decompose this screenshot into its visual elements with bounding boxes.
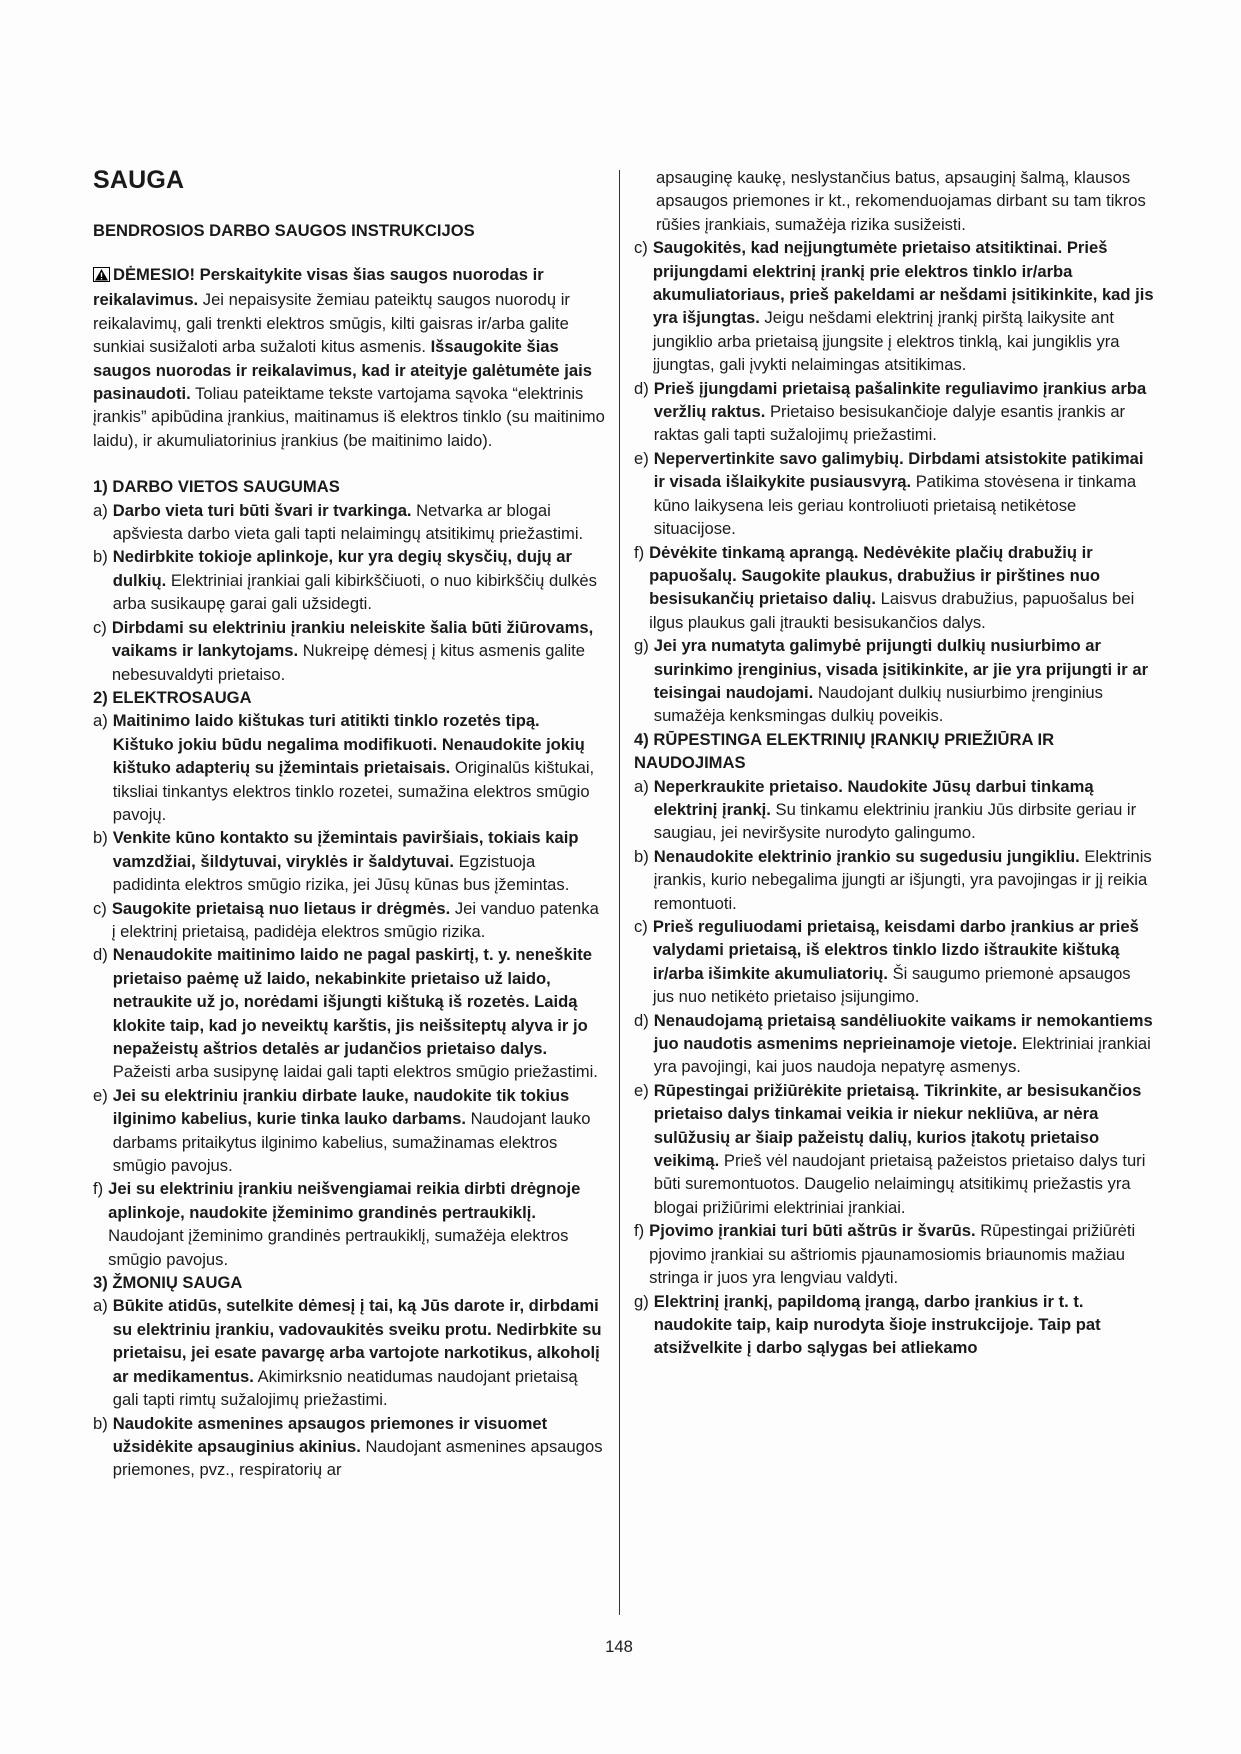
list-item-bold-text: Prieš reguliuodami prietaisą, keisdami darbo įrankius ar prieš valydami prietaisą, iš elektros tinklo lizdo ištraukite kištuką ir/arba išimkite akumuliatorių. bbox=[652, 917, 1139, 983]
list-item-label: a) bbox=[93, 1296, 108, 1316]
list-item-bold-text: Nenaudojamą prietaisą sandėliuokite vaikams ir nemokantiems juo naudotis asmenims neprieinamoje vietoje. bbox=[653, 1010, 1153, 1054]
intro-text-run: Toliau pateiktame tekste vartojama sąvoka “elektrinis įrankis” apibūdina įrankius, maitinamus iš elektros tinklo (su maitinimo laidu), ir akumuliatorinius įrankius (be maitinimo laido). bbox=[93, 384, 605, 450]
list-item-text bbox=[654, 634, 1154, 728]
list-item-normal-text: Akimirksnio neatidumas naudojant prietaisą gali tapti rimtų sužalojimų priežastimi. bbox=[112, 1366, 578, 1410]
list-item-bold-text: Saugokite prietaisą nuo lietaus ir drėgmės. bbox=[111, 898, 451, 918]
list-item-text bbox=[649, 1219, 1154, 1289]
list-item-normal-text: Su tinkamu elektriniu įrankiu Jūs dirbsite geriau ir saugiau, jei neviršysite nurodyto galingumo. bbox=[653, 799, 1137, 843]
list-item-text bbox=[113, 1084, 605, 1178]
list-item-normal-text: Elektrinis įrankis, kurio nebegalima įjungti ar išjungti, yra pavojingas ir jį reikia remontuoti. bbox=[653, 846, 1152, 913]
section-subtitle: BENDROSIOS DARBO SAUGOS INSTRUKCIJOS bbox=[93, 221, 475, 240]
list-item-text bbox=[653, 236, 1154, 376]
list-item-bold-text: Būkite atidūs, sutelkite dėmesį į tai, ką Jūs darote ir, dirbdami su elektriniu įrankiu, vadovaukitės sveiku protu. Nedirbkite su prietaisu, jei esate pavargę arba vartojote narkotikus, alkoholį ar medikamentus. bbox=[112, 1296, 602, 1386]
list-item-label: b) bbox=[634, 846, 649, 866]
list-item-bold-text: Dirbdami su elektriniu įrankiu neleiskite šalia būti žiūrovams, vaikams ir lankytojams. bbox=[111, 617, 594, 661]
list-item-text bbox=[113, 499, 605, 546]
list-item-text bbox=[654, 845, 1154, 915]
list-item bbox=[93, 1294, 605, 1411]
list-item bbox=[93, 826, 605, 896]
section-3-heading: 3) ŽMONIŲ SAUGA bbox=[93, 1273, 243, 1293]
list-item-bold-text: Rūpestingai prižiūrėkite prietaisą. Tikrinkite, ar besisukančios prietaiso dalys tinkamai veikia ir niekur nekliūva, ar nėra sulūžusių ar šiaip pažeistų dalių, kurios įtakotų prietaiso veikimą. bbox=[653, 1080, 1142, 1171]
list-item-label: g) bbox=[634, 1291, 649, 1311]
list-item-bold-text: Elektrinį įrankį, papildomą įrangą, darbo įrankius ir t. t. naudokite taip, kaip nurodyta šioje instrukcijoje. Taip pat atsižvelkite į darbo sąlygas bei atliekamo bbox=[653, 1291, 1101, 1358]
list-item-label: f) bbox=[634, 1221, 645, 1241]
list-item-normal-text: Prieš vėl naudojant prietaisą pažeistos prietaiso dalys turi būti suremontuotos. Daugelio nelaimingų atsitikimų priežastis yra blogai prižiūrimi elektriniai įrankiai. bbox=[653, 1151, 1146, 1217]
right-column bbox=[634, 166, 1154, 1360]
list-item bbox=[93, 499, 605, 546]
list-item bbox=[634, 634, 1154, 728]
list-item-text bbox=[113, 943, 605, 1083]
list-item-bold-text: Jei yra numatyta galimybė prijungti dulkių nusiurbimo ar surinkimo įrenginius, visada įsitikinkite, ar jie yra prijungti ir ar teisingai naudojami. bbox=[653, 636, 1149, 702]
list-item-label: e) bbox=[634, 448, 649, 468]
list-item bbox=[634, 1219, 1154, 1289]
right-column-content bbox=[634, 166, 1154, 1360]
list-item bbox=[634, 541, 1154, 635]
list-item-normal-text: Originalūs kištukai, tiksliai tinkantys elektros tinklo rozetei, sumažina elektros smūgio pavojų. bbox=[112, 758, 595, 824]
list-item-normal-text: Pažeisti arba susipynę laidai gali tapti elektros smūgio priežastimi. bbox=[112, 1062, 598, 1082]
list-item-normal-text: Netvarka ar blogai apšviesta darbo vieta gali tapti nelaimingų atsitikimų priežastimi. bbox=[112, 500, 584, 544]
list-item-bold-text: Nenaudokite maitinimo laido ne pagal paskirtį, t. y. neneškite prietaiso paėmę už laido, nekabinkite prietaiso už laido, netraukite už jo, norėdami išjungti kištuką iš rozetės. Laidą klokite taip, kad jo neveiktų karštis, jis neišsiteptų alyva ir jo nepažeistų aštrios detalės ar judančios prietaiso dalys. bbox=[112, 945, 592, 1058]
list-item-text bbox=[654, 775, 1154, 845]
list-item-normal-text: Prietaiso besisukančioje dalyje esantis įrankis ar raktas gali tapti sužalojimų priežastimi. bbox=[653, 402, 1126, 445]
list-item bbox=[93, 616, 605, 686]
left-column-content bbox=[93, 475, 605, 1481]
intro-paragraph bbox=[93, 263, 605, 452]
list-item-normal-text: Elektriniai įrankiai gali kibirkščiuoti, o nuo kibirkščių dulkės arba susikaupę garai gali užsidegti. bbox=[112, 570, 597, 614]
list-item-text bbox=[113, 826, 605, 896]
list-item-label: f) bbox=[93, 1179, 104, 1199]
list-item-normal-text: Patikima stovėsena ir tinkama kūno laikysena leis geriau kontroliuoti prietaisą netikėtose situacijose. bbox=[653, 472, 1137, 539]
list-item-normal-text: Naudojant asmenines apsaugos priemones, pvz., respiratorių ar bbox=[112, 1436, 603, 1480]
list-item-label: a) bbox=[93, 500, 108, 520]
list-item bbox=[93, 1177, 605, 1271]
list-item bbox=[93, 545, 605, 615]
list-item-normal-text: Elektriniai įrankiai yra pavojingi, kai juos naudoja nepatyrę asmenys. bbox=[653, 1034, 1151, 1077]
list-item-text bbox=[654, 1079, 1154, 1219]
list-item-normal-text: Jei vanduo patenka į elektrinį prietaisą, padidėja elektros smūgio rizika. bbox=[111, 898, 599, 941]
list-item-text bbox=[654, 447, 1154, 541]
list-item-label: f) bbox=[634, 542, 645, 562]
list-item-normal-text: Naudojant dulkių nusiurbimo įrenginius sumažėja kenksmingas dulkių poveikis. bbox=[653, 682, 1103, 726]
list-item-label: a) bbox=[634, 776, 649, 796]
list-item bbox=[93, 943, 605, 1083]
list-item-bold-text: Nenaudokite elektrinio įrankio su sugedusiu jungikliu. bbox=[653, 846, 1080, 866]
list-item-label: e) bbox=[93, 1085, 108, 1105]
list-item-normal-text: Naudojant lauko darbams pritaikytus ilginimo kabelius, sumažinamas elektros smūgio pavojus. bbox=[112, 1109, 591, 1176]
list-item-normal-text: Ši saugumo priemonė apsaugos jus nuo netikėto prietaiso įsijungimo. bbox=[652, 963, 1131, 1007]
section-1-heading: 1) DARBO VIETOS SAUGUMAS bbox=[93, 477, 340, 497]
list-item-label: d) bbox=[634, 378, 649, 398]
list-item-label: d) bbox=[93, 945, 108, 965]
list-item bbox=[634, 1290, 1154, 1360]
list-item bbox=[634, 1009, 1154, 1079]
warning-icon bbox=[93, 265, 110, 288]
intro-text-run: DĖMESIO! Perskaitykite visas šias saugos nuorodas ir reikalavimus. bbox=[93, 265, 544, 310]
list-item-normal-text: Laisvus drabužius, papuošalus bei ilgus plaukus gali įtraukti besisukančios dalys. bbox=[649, 589, 1135, 632]
list-item-text bbox=[112, 897, 605, 944]
list-item-label: e) bbox=[634, 1080, 649, 1100]
list-item-text bbox=[113, 545, 605, 615]
list-item-text bbox=[113, 1412, 605, 1482]
list-item-label: b) bbox=[93, 828, 108, 848]
list-item-bold-text: Venkite kūno kontakto su įžemintais paviršiais, tokiais kaip vamzdžiai, šildytuvai, viryklės ir šaldytuvai. bbox=[112, 828, 579, 871]
list-item-text bbox=[113, 709, 605, 826]
list-item-normal-text: Naudojant įžeminimo grandinės pertraukiklį, sumažėja elektros smūgio pavojus. bbox=[108, 1226, 569, 1269]
list-item-label: g) bbox=[634, 636, 649, 656]
list-item-bold-text: Nedirbkite tokioje aplinkoje, kur yra degių skysčių, dujų ar dulkių. bbox=[112, 547, 572, 590]
page-title: SAUGA bbox=[93, 166, 185, 194]
list-item-text bbox=[113, 1294, 605, 1411]
list-item-bold-text: Pjovimo įrankiai turi būti aštrūs ir švarūs. bbox=[649, 1221, 976, 1241]
list-item bbox=[634, 377, 1154, 447]
list-item-bold-text: Darbo vieta turi būti švari ir tvarkinga. bbox=[112, 500, 412, 520]
list-item-label: b) bbox=[93, 1413, 108, 1433]
list-item-text bbox=[654, 1009, 1154, 1079]
list-item-bold-text: Nepervertinkite savo galimybių. Dirbdami atsistokite patikimai ir visada išlaikykite pusiausvyrą. bbox=[653, 448, 1144, 492]
list-item bbox=[93, 897, 605, 944]
list-item-text bbox=[654, 1290, 1154, 1360]
list-item-normal-text: Egzistuoja padidinta elektros smūgio rizika, jei Jūsų kūnas bus įžemintas. bbox=[112, 851, 570, 895]
list-item-label: c) bbox=[634, 238, 648, 258]
list-item-label: c) bbox=[634, 917, 648, 936]
list-item-label: a) bbox=[93, 711, 108, 731]
list-item-bold-text: Dėvėkite tinkamą aprangą. Nedėvėkite plačių drabužių ir papuošalų. Saugokite plaukus, drabužius ir pirštines nuo besisukančių prietaiso dalių. bbox=[649, 542, 1101, 609]
list-item-bold-text: Jei su elektriniu įrankiu dirbate lauke, naudokite tik tokius ilginimo kabelius, kurie tinka lauko darbams. bbox=[112, 1085, 570, 1129]
list-item-label: c) bbox=[93, 898, 107, 918]
list-item-bold-text: Prieš įjungdami prietaisą pašalinkite reguliavimo įrankius arba veržlių raktus. bbox=[653, 378, 1147, 422]
list-item bbox=[634, 447, 1154, 541]
section-2-heading: 2) ELEKTROSAUGA bbox=[93, 687, 252, 707]
intro-text-run: Jei nepaisysite žemiau pateiktų saugos nuorodų ir reikalavimų, gali trenkti elektros smūgis, kilti gaisras ir/arba galite sunkiai susižaloti arba sužaloti kitus asmenis. bbox=[93, 290, 570, 357]
section-4-heading: 4) RŪPESTINGA ELEKTRINIŲ ĮRANKIŲ PRIEŽIŪRA IR NAUDOJIMAS bbox=[634, 729, 1055, 773]
list-item-bold-text: Naudokite asmenines apsaugos priemones ir visuomet užsidėkite apsauginius akinius. bbox=[112, 1413, 548, 1456]
list-item-label: b) bbox=[93, 547, 108, 567]
list-item bbox=[634, 915, 1154, 1009]
column-divider bbox=[619, 170, 620, 1615]
list-item-normal-text: Nukreipę dėmesį į kitus asmenis galite nebesuvaldyti prietaiso. bbox=[111, 641, 585, 684]
list-item-label: d) bbox=[634, 1010, 649, 1030]
left-column bbox=[93, 165, 605, 1482]
list-item bbox=[634, 236, 1154, 376]
list-item-label: c) bbox=[93, 617, 107, 637]
list-item-text bbox=[108, 1177, 605, 1271]
list-item-text bbox=[112, 616, 605, 686]
list-item bbox=[93, 709, 605, 826]
list-item bbox=[93, 1084, 605, 1178]
list-item bbox=[93, 1412, 605, 1482]
list-item-text bbox=[654, 377, 1154, 447]
list-item-normal-text: Rūpestingai prižiūrėti pjovimo įrankiai su aštriomis pjaunamosiomis briaunomis mažiau stringa ir juos yra lengviau valdyti. bbox=[649, 1221, 1136, 1288]
list-item-bold-text: Jei su elektriniu įrankiu neišvengiamai reikia dirbti drėgnoje aplinkoje, naudokite įžeminimo grandinės pertraukiklį. bbox=[108, 1179, 581, 1222]
list-item-bold-text: Maitinimo laido kištukas turi atitikti tinklo rozetės tipą. Kištuko jokiu būdu negalima modifikuoti. Nenaudokite jokių kištuko adapterių su įžemintais prietaisais. bbox=[112, 711, 585, 778]
list-item bbox=[634, 1079, 1154, 1219]
list-item-normal-text: Jeigu nešdami elektrinį įrankį pirštą laikysite ant jungiklio arba prietaisą įjungsite į elektros tinklą, kai jungiklis yra įjungtas, gali įvykti nelaimingas atsitikimas. bbox=[652, 308, 1120, 375]
continued-paragraph: apsauginę kaukę, neslystančius batus, apsauginį šalmą, klausos apsaugos priemones ir kt., rekomenduojamas dirbant su tam tikros rūšies įrankiais, sumažėja rizika susižeisti. bbox=[656, 168, 1146, 234]
list-item-text bbox=[653, 915, 1154, 1009]
list-item bbox=[634, 775, 1154, 845]
list-item-bold-text: Neperkraukite prietaiso. Naudokite Jūsų darbui tinkamą elektrinį įrankį. bbox=[653, 776, 1094, 819]
intro-text-run: Išsaugokite šias saugos nuorodas ir reikalavimus, kad ir ateityje galėtumėte jais pasinaudoti. bbox=[93, 337, 592, 404]
list-item-bold-text: Saugokitės, kad neįjungtumėte prietaiso atsitiktinai. Prieš prijungdami elektrinį įrankį prie elektros tinklo ir/arba akumuliatoriaus, prieš pakeldami ar nešdami įsitikinkite, kad jis yra išjungtas. bbox=[652, 238, 1154, 328]
list-item-text bbox=[649, 541, 1154, 635]
page-number: 148 bbox=[605, 1637, 633, 1656]
list-item bbox=[634, 845, 1154, 915]
